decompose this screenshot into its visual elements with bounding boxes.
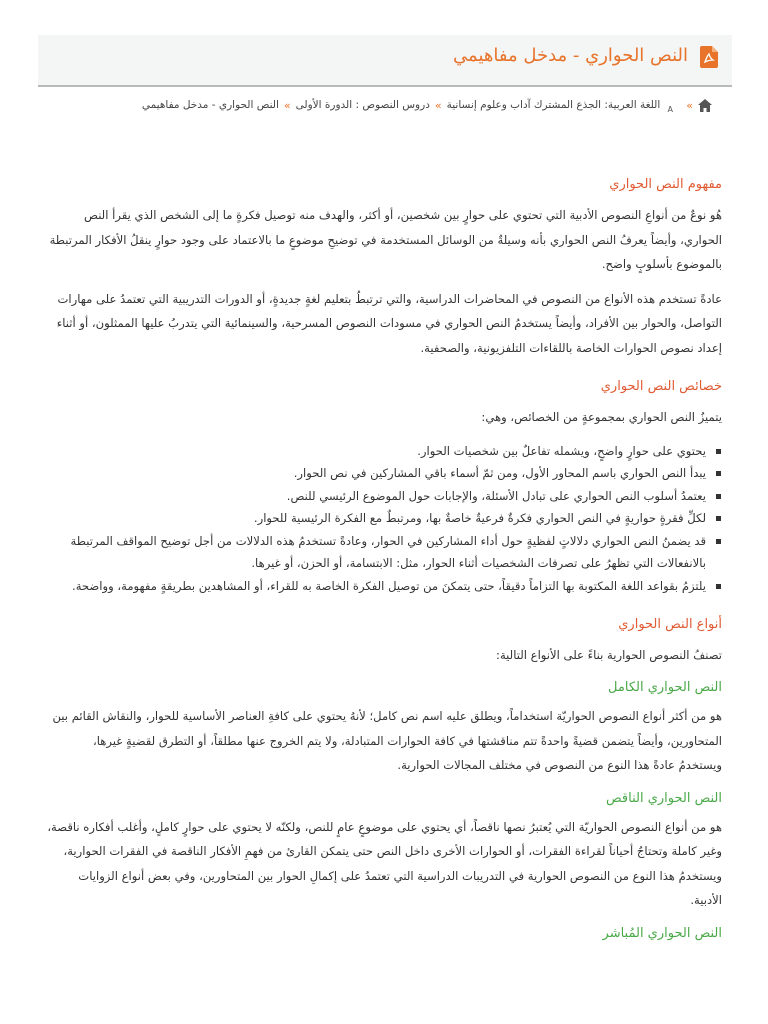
pdf-icon <box>700 46 718 68</box>
characteristics-intro: يتميزُ النص الحواري بمجموعةٍ من الخصائص، وهي: <box>481 410 722 424</box>
home-icon[interactable] <box>698 99 712 112</box>
section-heading-concept: مفهوم النص الحواري <box>609 177 722 192</box>
breadcrumb-item-subject[interactable]: اللغة العربية: الجذع المشترك آداب وعلوم إنسانية <box>446 99 661 111</box>
page-title: النص الحواري - مدخل مفاهيمي <box>453 45 688 66</box>
types-intro: تصنفُ النصوص الحوارية بناءً على الأنواع التالية: <box>496 647 722 662</box>
section-heading-types: أنواع النص الحواري <box>618 616 722 632</box>
breadcrumb-separator: » <box>283 98 291 112</box>
subheading-complete: النص الحواري الكامل <box>608 680 722 696</box>
complete-paragraph: هو من أكثر أنواع النصوص الحواريّة استخداماً، ويطلق عليه اسم نص كامل؛ لأنهُ يحتوي على كافةِ العناصر الأساسية للحوار، والنقاش القائم بين المتحاورين، وأيضاً يتضمن قضيةً واحدةً تتم مناقشتها في كافة الحوارات المتبادلة، ولا يتم الخروج عنها مطلقاً، أو التطرق لقضيةٍ غيرها، ويستخدمُ عادةً هذا النوع من النصوص في مختلف المجالات الحوارية. <box>52 709 722 773</box>
subheading-direct: النص الحواري المُباشر <box>602 925 722 941</box>
breadcrumb-separator: » <box>686 98 693 112</box>
section-heading-characteristics: خصائص النص الحواري <box>600 379 722 394</box>
translate-icon <box>665 98 681 112</box>
list-item: يعتمدُ أسلوب النص الحواري على تبادل الأسئلة، والإجابات حول الموضوع الرئيسي للنص. <box>46 485 706 508</box>
list-item: يحتوي على حوارٍ واضحٍ، ويشمله تفاعلٌ بين شخصيات الحوار. <box>46 440 706 463</box>
article-content <box>46 174 722 950</box>
concept-paragraph-1: هُو نوعٌ من أنواعِ النصوص الأدبية التي تحتوي على حوارٍ بين شخصين، أو أكثر، والهدف منه توصيل فكرةٍ ما إلى الشخص الذي يقرأ النص الحواري، وأيضاً يعرفُ النص الحواري بأنه وسيلةٌ من الوسائل المستخدمة في توضيحِ موضوعٍ ما بالاعتماد على وجود حوارٍ ينقلُ الأفكار المرتبطة بالموضوع بأسلوبٍ واضح. <box>49 208 722 271</box>
list-item: قد يضمنُ النص الحواري دلالاتٍ لفظيةٍ حول أداء المشاركين في الحوار، وعادةً تستخدمُ هذه الدلالات من أجل توضيح المواقف المرتبطة بالانفعالات التي تظهرُ على تصرفات الشخصيات أثناء الحوار، مثل: الابتسامة، أو الحزن، أو غيرها. <box>46 530 706 575</box>
breadcrumb <box>142 98 712 112</box>
title-bar <box>38 35 732 87</box>
characteristics-list <box>46 440 722 598</box>
list-item: يلتزمُ بقواعد اللغة المكتوبة بها التزاماً دقيقاً، حتى يتمكنَ من توصيل الفكرة الخاصة به للقراء، أو المشاهدين بطريقةٍ مفهومة، وواضحة. <box>46 575 706 598</box>
svg-text:A: A <box>667 105 674 112</box>
incomplete-paragraph: هو من أنواع النصوص الحواريّة التي يُعتبرُ نصها ناقصاً، أي يحتوي على موضوعٍ عامٍ للنص، ولكنّه لا يحتوي على حوارٍ كاملٍ، وأغلب أفكاره ناقصة، وغير كاملة وتحتاجُ أحياناً لقراءة الفقرات، أو الحوارات الأخرى داخل النص حتى يتمكن القارئ من فهمِ الأفكار الناقصة في الفقرات الحوارية، ويستخدمُ هذا النوع من النصوص الحوارية في التدريبات الدراسية التي تعتمدُ على إكمالِ الحوار بين المتحاورين، وفي بعض أنواع الزوايات الأدبية. <box>47 819 722 908</box>
list-item: لكلِّ فقرةٍ حواريةٍ في النص الحواري فكرةٌ فرعيةٌ خاصةٌ بها، ومرتبطٌ مع الفكرة الرئيسية للحوار. <box>46 507 706 530</box>
subheading-incomplete: النص الحواري الناقص <box>605 790 722 806</box>
list-item: يبدأ النص الحواري باسم المحاور الأول، ومن ثمّ أسماء باقي المشاركين في نص الحوار. <box>46 462 706 485</box>
breadcrumb-item-current: النص الحواري - مدخل مفاهيمي <box>141 99 279 111</box>
concept-paragraph-2: عادةً تستخدم هذه الأنواع من النصوص في المحاضرات الدراسية، والتي ترتبطُ بتعليم لغةٍ جديدةٍ، أو الدورات التدريبية التي تعتمدُ على مهارات التواصل، والحوار بين الأفراد، وأيضاً يستخدمُ النص الحواري في مسودات النصوص المسرحية، والسينمائية التي يتدربُ عليها الممثلون، أو أثناء إعداد نصوص الحوارات الخاصة باللقاءات التلفزيونية، والصحفية. <box>56 291 722 355</box>
breadcrumb-separator: » <box>434 98 442 112</box>
breadcrumb-item-lessons[interactable]: دروس النصوص : الدورة الأولى <box>295 99 430 111</box>
